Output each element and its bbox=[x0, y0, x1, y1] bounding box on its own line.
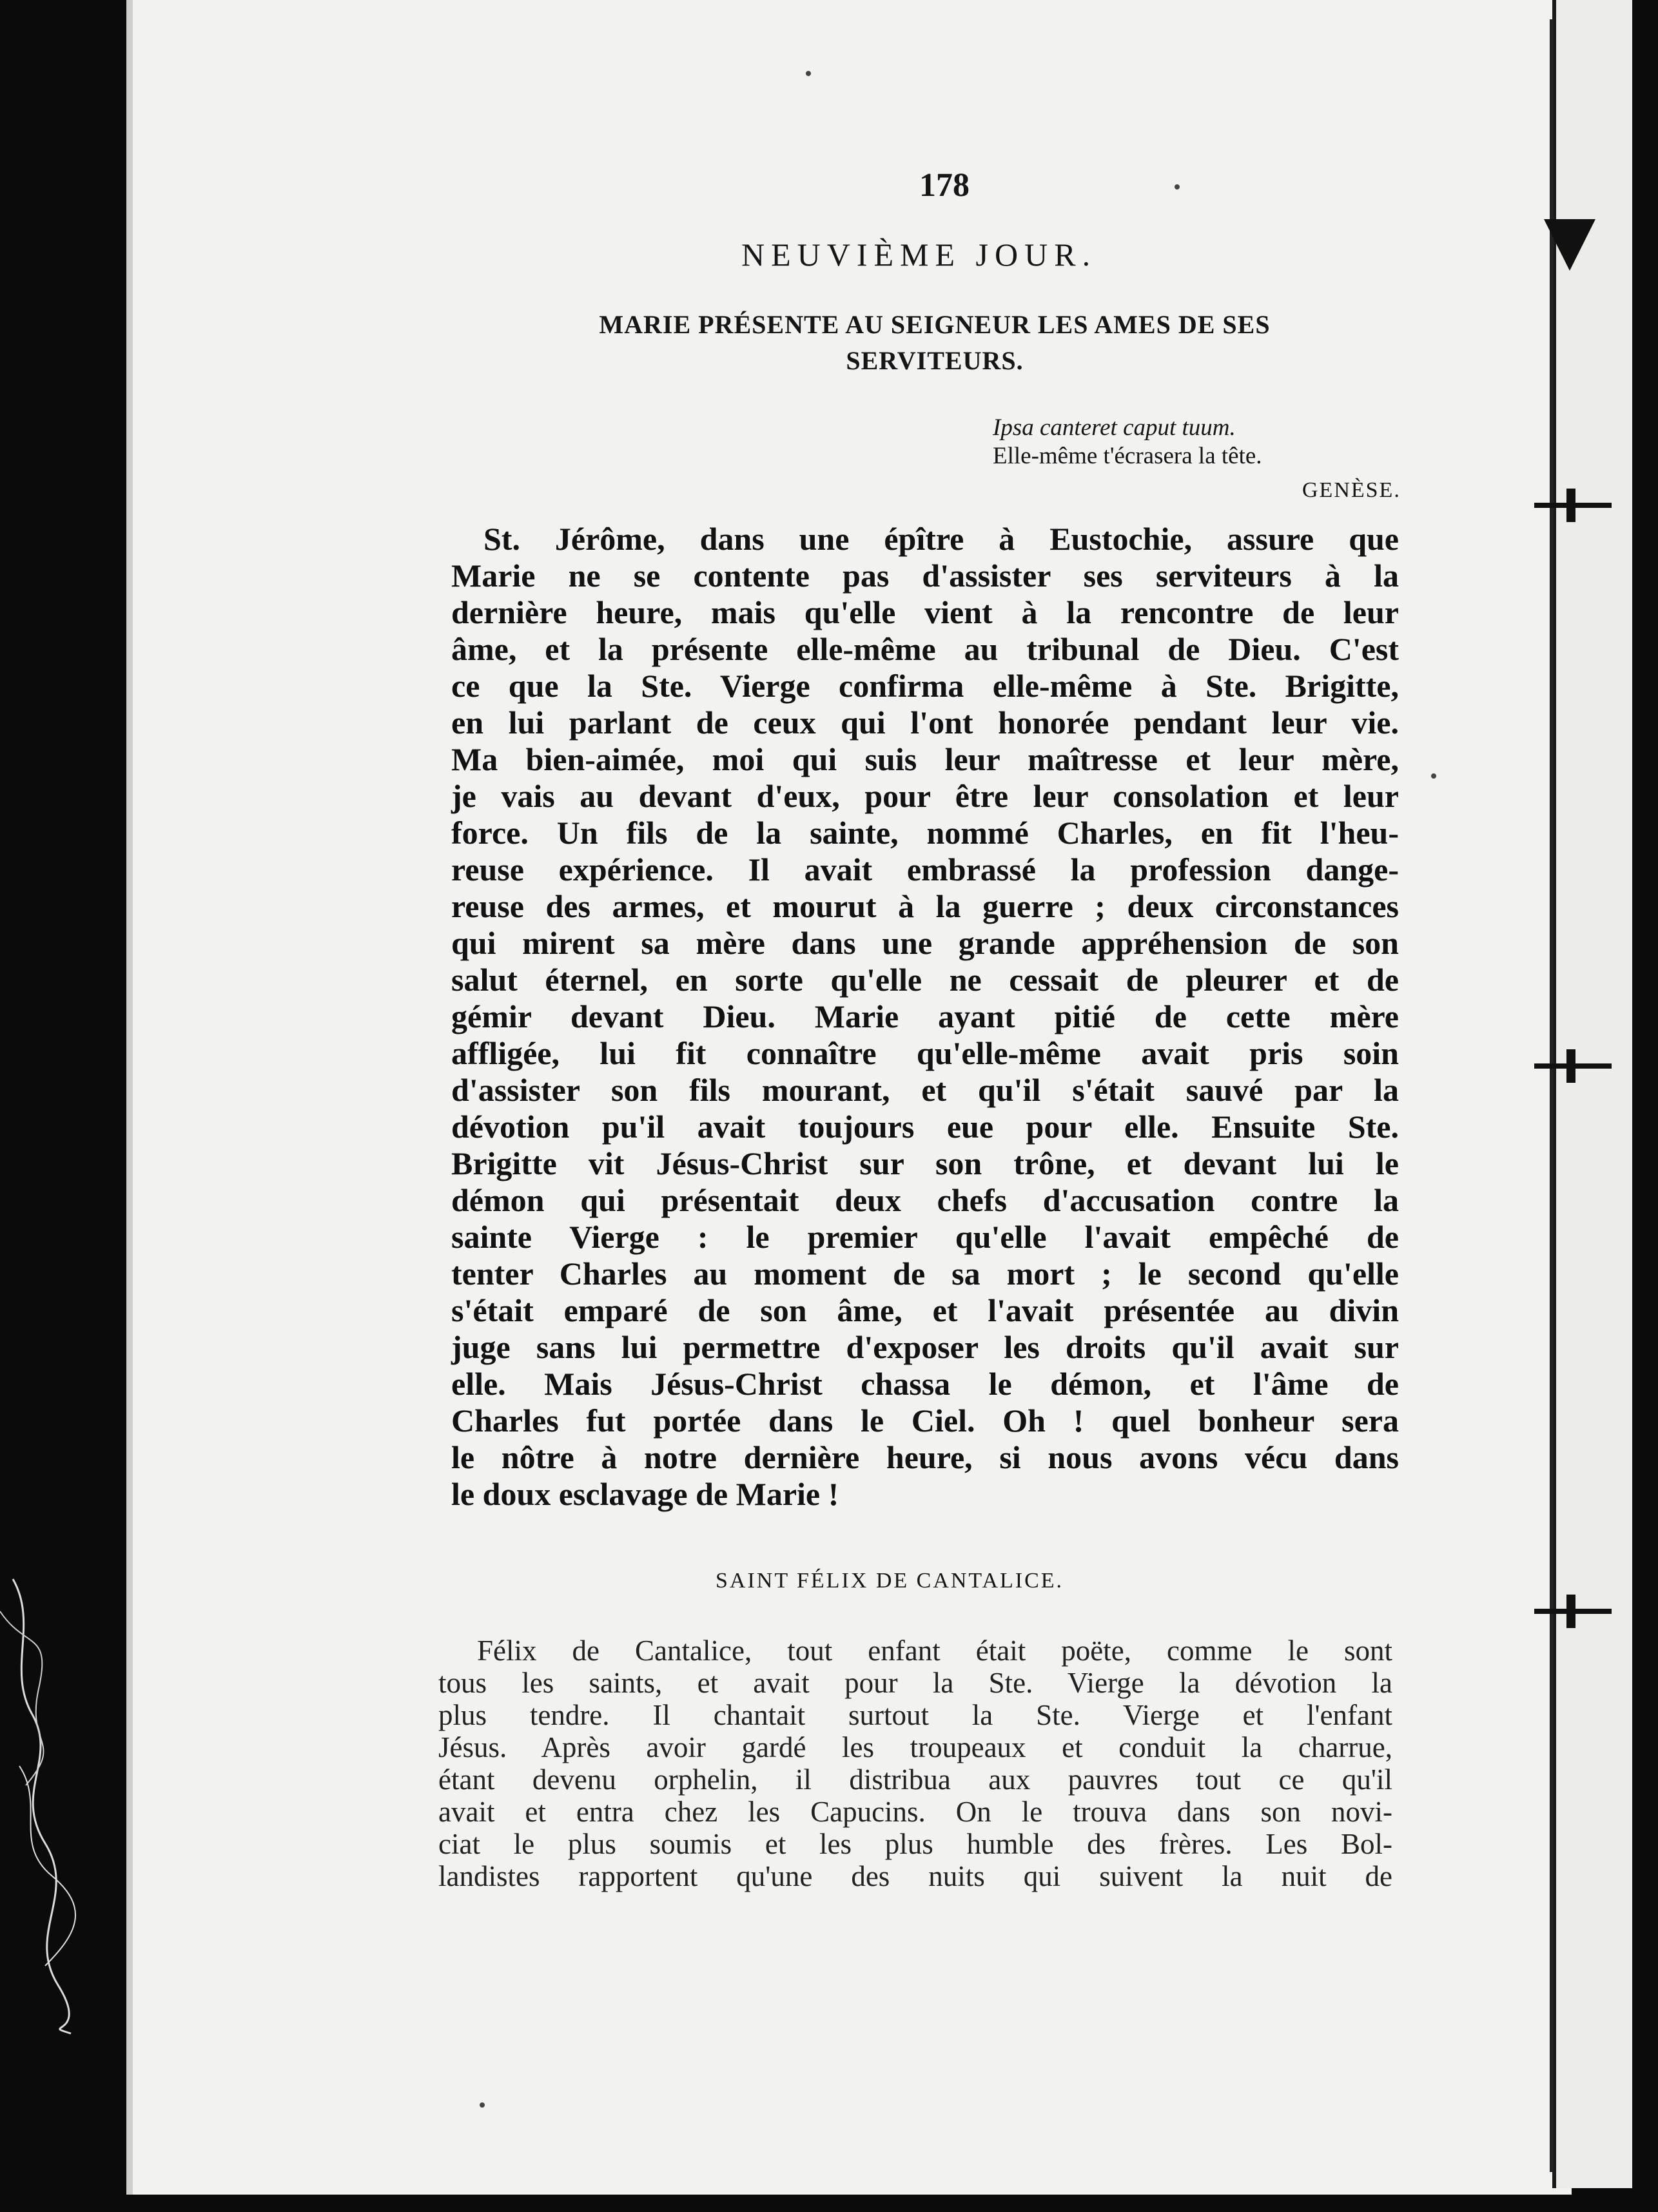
text-line: dévotion pu'il avait toujours eue pour elle. Ensuite Ste. bbox=[451, 1109, 1399, 1145]
text-line: Marie ne se contente pas d'assister ses serviteurs à la bbox=[451, 558, 1399, 594]
text-line: démon qui présentait deux chefs d'accusation contre la bbox=[451, 1182, 1399, 1218]
text-line: Charles fut portée dans le Ciel. Oh ! quel bonheur sera bbox=[451, 1402, 1399, 1439]
text-line: landistes rapportent qu'une des nuits qui suivent la nuit de bbox=[438, 1860, 1392, 1892]
text-line: tous les saints, et avait pour la Ste. Vierge la dévotion la bbox=[438, 1667, 1392, 1699]
epigraph-source: GENÈSE. bbox=[1302, 478, 1401, 502]
text-line: je vais au devant d'eux, pour être leur consolation et leur bbox=[451, 778, 1399, 814]
text-line: salut éternel, en sorte qu'elle ne cessait de pleurer et de bbox=[451, 962, 1399, 998]
text-line: plus tendre. Il chantait surtout la Ste. Vierge et l'enfant bbox=[438, 1699, 1392, 1731]
text-line: sainte Vierge : le premier qu'elle l'avait empêché de bbox=[451, 1219, 1399, 1255]
epigraph bbox=[993, 414, 1262, 471]
main-text bbox=[451, 521, 1399, 1513]
text-line: tenter Charles au moment de sa mort ; le second qu'elle bbox=[451, 1256, 1399, 1292]
text-line: avait et entra chez les Capucins. On le trouva dans son novi- bbox=[438, 1796, 1392, 1828]
epigraph-latin: Ipsa canteret caput tuum. bbox=[993, 414, 1236, 441]
text-line: reuse expérience. Il avait embrassé la profession dange- bbox=[451, 851, 1399, 888]
page-number: 178 bbox=[919, 167, 970, 204]
binding-stitch bbox=[1534, 1609, 1612, 1614]
chapter-title: MARIE PRÉSENTE AU SEIGNEUR LES AMES DE SES SERVITEURS. bbox=[599, 310, 1271, 375]
text-line: s'était emparé de son âme, et l'avait présentée au divin bbox=[451, 1292, 1399, 1328]
text-line: Brigitte vit Jésus-Christ sur son trône, et devant lui le bbox=[451, 1145, 1399, 1181]
section-title: SAINT FÉLIX DE CANTALICE. bbox=[716, 1569, 1064, 1593]
binding-mark bbox=[1544, 219, 1595, 271]
text-line: Ma bien-aimée, moi qui suis leur maîtresse et leur mère, bbox=[451, 741, 1399, 777]
paper-speck bbox=[480, 2102, 485, 2108]
text-line: dernière heure, mais qu'elle vient à la rencontre de leur bbox=[451, 594, 1399, 630]
text-line: force. Un fils de la sainte, nommé Charles, en fit l'heu- bbox=[451, 815, 1399, 851]
text-line: juge sans lui permettre d'exposer les droits qu'il avait sur bbox=[451, 1329, 1399, 1365]
text-line: Félix de Cantalice, tout enfant était poëte, comme le sont bbox=[477, 1635, 1392, 1667]
text-line: elle. Mais Jésus-Christ chassa le démon, et l'âme de bbox=[451, 1366, 1399, 1402]
second-text bbox=[438, 1635, 1392, 1892]
paper-speck bbox=[806, 71, 811, 76]
text-line: âme, et la présente elle-même au tribunal de Dieu. C'est bbox=[451, 631, 1399, 667]
binding-stitch bbox=[1534, 503, 1612, 508]
paper-speck bbox=[1175, 184, 1180, 189]
paper-speck bbox=[1431, 773, 1436, 779]
facing-page-edge bbox=[1552, 0, 1632, 2188]
page-spine bbox=[1550, 19, 1554, 2172]
text-line: St. Jérôme, dans une épître à Eustochie, assure que bbox=[483, 521, 1399, 557]
day-title: NEUVIÈME JOUR. bbox=[741, 237, 1097, 273]
text-line: gémir devant Dieu. Marie ayant pitié de cette mère bbox=[451, 998, 1399, 1034]
text-line: reuse des armes, et mourut à la guerre ; deux circonstances bbox=[451, 888, 1399, 924]
text-line: ciat le plus soumis et les plus humble des frères. Les Bol- bbox=[438, 1828, 1392, 1860]
text-line: qui mirent sa mère dans une grande appréhension de son bbox=[451, 925, 1399, 961]
text-line: le doux esclavage de Marie ! bbox=[451, 1476, 839, 1512]
epigraph-french: Elle-même t'écrasera la tête. bbox=[993, 443, 1262, 469]
text-line: en lui parlant de ceux qui l'ont honorée pendant leur vie. bbox=[451, 704, 1399, 741]
binding-stitch bbox=[1534, 1063, 1612, 1069]
text-line: Jésus. Après avoir gardé les troupeaux et conduit la charrue, bbox=[438, 1731, 1392, 1763]
text-line: étant devenu orphelin, il distribua aux pauvres tout ce qu'il bbox=[438, 1763, 1392, 1796]
text-line: affligée, lui fit connaître qu'elle-même avait pris soin bbox=[451, 1035, 1399, 1071]
text-line: le nôtre à notre dernière heure, si nous avons vécu dans bbox=[451, 1439, 1399, 1475]
text-line: d'assister son fils mourant, et qu'il s'était sauvé par la bbox=[451, 1072, 1399, 1108]
text-line: ce que la Ste. Vierge confirma elle-même à Ste. Brigitte, bbox=[451, 668, 1399, 704]
loose-thread-image bbox=[0, 1573, 97, 2037]
